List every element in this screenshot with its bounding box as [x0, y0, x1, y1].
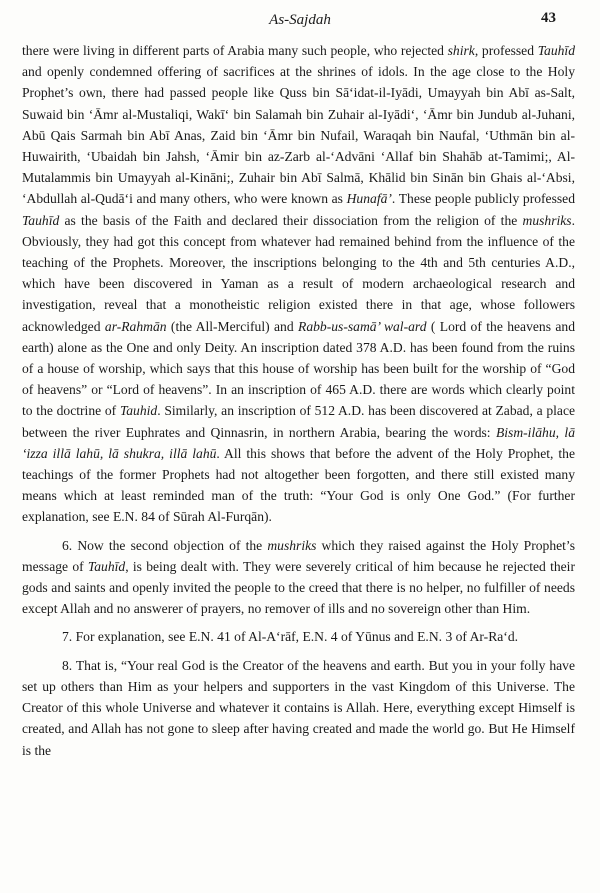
italic-term: Tauhīd [537, 43, 575, 58]
text-run: there were living in different parts of Arabia many such people, who rejected [22, 43, 448, 58]
page-header [0, 8, 600, 34]
italic-term: Tauhīd [22, 212, 60, 228]
italic-term: Rabb-us-samā’ wal-ard [298, 318, 427, 334]
text-run: 8. That is, “Your real God is the Creator of the heavens and earth. But you in your folly have set up others than Him as your helpers and supporters in the vast Kingdom of this Universe. The Creator of this whole Universe and whatever it contains is Allah. Here, everything except Himself is created, and Allah has not gone to sleep after having created and made the world go. But He Himself is the [22, 657, 575, 758]
text-run: as the basis of the Faith and declared their dissociation from the religion of the [59, 212, 523, 228]
italic-term: shirk [447, 43, 475, 58]
text-run: , is being dealt with. They were severely critical of him because he rejected their gods and saints and openly invited the people to the creed that there is no helper, no fulfiller of needs except Allah and no answerer of prayers, no remover of ills and no sovereign other than Him. [22, 558, 575, 617]
paragraph-p4 [22, 655, 575, 761]
text-run: . These people publicly professed [391, 191, 575, 207]
paragraph-p2 [22, 535, 575, 620]
body-text [22, 40, 575, 768]
text-run: . All this shows that before the advent of the Holy Prophet, the teachings of the former Prophets had not altogether been forgotten, and there still existed many means which at least reminded man of the truth: “Your God is only One God.” (For further explanation, see E.N. 84 of Sūrah Al-Furqān). [22, 445, 575, 525]
italic-term: mushriks [267, 537, 317, 553]
italic-term: Hunafā’ [346, 191, 392, 207]
text-run: 6. Now the second objection of the [62, 537, 268, 553]
text-run: and openly condemned offering of sacrifices at the shrines of idols. In the age close to the Holy Prophet’s own, there had passed people like Quss bin Sā‘idat-il-Iyādi, Umayyah bin Abī as-Salt, Suwaid bin ‘Āmr al-Mustaliqi, Wakī‘ bin Salamah bin Zuhair al-Iyādi‘, ‘Āmr bin Jundub al-Juhani, Abū Qais Sarmah bin Abī Anas, Zaid bin ‘Āmr bin Nufail, Waraqah bin Naufal, ‘Uthmān bin al-Huwairith, ‘Ubaidah bin Jahsh, ‘Āmir bin az-Zarb al-‘Advāni ‘Allaf bin Shahāb at-Tamimi;, Al-Mutalammis bin Umayyah al-Kināni;, Zuhair bin Abī Salmā, Khālid bin Sinān bin Ghais al-‘Absi, ‘Abdullah al-Qudā‘i and many others, who were known as [22, 64, 575, 207]
paragraph-p1 [22, 40, 575, 528]
italic-term: Bism-ilāhu, lā ‘izza illā lahū, lā shukra, illā lahū [22, 424, 575, 461]
text-run: . Obviously, they had got this concept from whatever had remained behind from the influence of the teaching of the Prophets. Moreover, the inscriptions belonging to the 4th and 5th centuries A.D., which have been discovered in Yaman as a result of modern archaeological research and investigation, reveal that a monotheistic religion existed there in that age, whose followers acknowledged [22, 212, 575, 334]
text-run: . Similarly, an inscription of 512 A.D. has been discovered at Zabad, a place between the river Euphrates and Qinnasrin, in northern Arabia, bearing the words: [22, 403, 576, 440]
text-run: (the All-Merciful) and [166, 318, 299, 334]
running-title: As-Sajdah [269, 12, 331, 28]
page-number: 43 [541, 10, 556, 26]
text-run: , professed [474, 43, 538, 58]
text-run: which they raised against the Holy Prophet’s message of [22, 537, 575, 574]
italic-term: ar-Rahmān [104, 318, 167, 334]
text-run: 7. For explanation, see E.N. 41 of Al-A‘rāf, E.N. 4 of Yūnus and E.N. 3 of Ar-Ra‘d. [62, 629, 519, 645]
italic-term: mushriks [522, 212, 572, 228]
italic-term: Tauhid [119, 403, 158, 419]
paragraph-p3 [22, 626, 575, 647]
italic-term: Tauhīd [87, 558, 126, 574]
text-run: ( Lord of the heavens and earth) alone as the One and only Deity. An inscription dated 378 A.D. has been found from the ruins of a house of worship, which says that this house of worship has been built for the worship of “God of heavens” or “Lord of heavens”. In an inscription of 465 A.D. there are words which clearly point to the doctrine of [22, 318, 575, 419]
